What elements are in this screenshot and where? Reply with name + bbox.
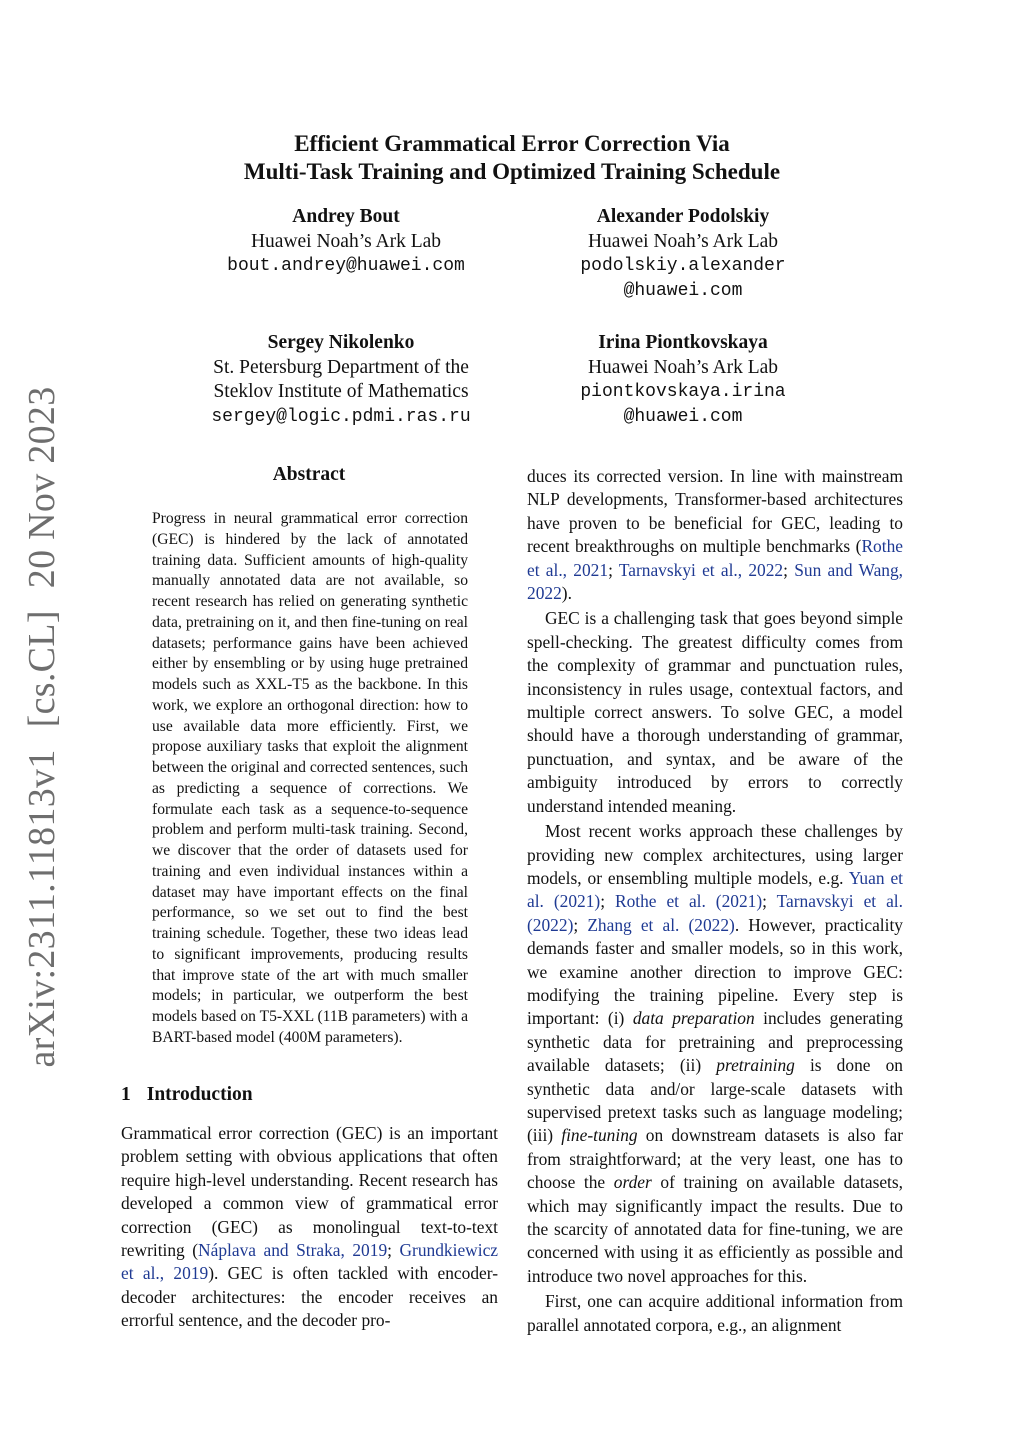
arxiv-date: 20 Nov 2023 bbox=[21, 386, 63, 589]
citation-link[interactable]: Rothe et al. (2021) bbox=[614, 891, 763, 912]
text-run: Most recent works approach these challenges by providing new complex architectures, using larger models, or ensembling multiple models, e.g. bbox=[527, 821, 903, 888]
text-run: is done on synthetic data and/or large-scale datasets with supervised pretext tasks such as language modeling; (iii) bbox=[527, 1055, 903, 1146]
title-line-1: Efficient Grammatical Error Correction Via bbox=[294, 131, 730, 156]
author-affiliation: Huawei Noah’s Ark Lab bbox=[587, 356, 779, 378]
text-run: duces its corrected version. In line with mainstream NLP developments, Transformer-based architectures have proven to be beneficial for GEC, leading to recent breakthroughs on multiple benchmarks ( bbox=[527, 466, 903, 557]
intro-paragraph-1-left bbox=[121, 1122, 498, 1333]
title-line-2: Multi-Task Training and Optimized Training Schedule bbox=[243, 159, 781, 184]
text-run: ). GEC is often tackled with encoder-decoder architectures: the encoder receives an errorful sentence, and the decoder pro- bbox=[121, 1263, 498, 1331]
citation-link[interactable]: Zhang et al. (2022) bbox=[587, 914, 735, 935]
author-block-2 bbox=[518, 205, 848, 303]
author-affiliation: Huawei Noah’s Ark Lab bbox=[587, 230, 779, 252]
intro-paragraph-2: GEC is a challenging task that goes beyond simple spell-checking. The greatest difficulty comes from the complexity of grammar and punctuation rules, inconsistency in rules usage, contextual factors, and multiple correct answers. To solve GEC, a model should have a thorough understanding of grammar, punctuation, and syntax, and be aware of the ambiguity introduced by errors to correctly understand intended meaning. bbox=[527, 608, 903, 816]
text-run: ; bbox=[762, 891, 777, 912]
intro-paragraph-3 bbox=[527, 820, 903, 1288]
author-name: Andrey Bout bbox=[292, 206, 400, 227]
text-run: Grammatical error correction (GEC) is an important problem setting with obvious applications that often require high-level understanding. Recent research has developed a common view of grammatical error correction (GEC) as monolingual text-to-text rewriting ( bbox=[121, 1123, 498, 1261]
text-run: ; bbox=[608, 559, 619, 580]
citation-link[interactable]: Tarnavskyi et al., 2022 bbox=[618, 559, 784, 580]
text-run: ; bbox=[783, 559, 795, 580]
author-name: Irina Piontkovskaya bbox=[598, 332, 768, 353]
intro-paragraph-4: First, one can acquire additional information from parallel annotated corpora, e.g., an alignment bbox=[527, 1291, 903, 1335]
arxiv-category: [cs.CL] bbox=[21, 610, 63, 728]
citation-link[interactable]: Tarnavskyi et al. (2022) bbox=[527, 891, 903, 935]
section-number: 1 bbox=[121, 1084, 131, 1105]
text-run: ). bbox=[561, 583, 572, 604]
author-email[interactable]: bout.andrey@huawei.com bbox=[227, 256, 465, 276]
intro-paragraph-1-right bbox=[527, 465, 903, 605]
arxiv-id: arXiv:2311.11813v1 bbox=[21, 749, 63, 1068]
emphasis: pretraining bbox=[716, 1055, 795, 1076]
citation-link[interactable]: Náplava and Straka, 2019 bbox=[198, 1240, 388, 1261]
text-run: includes generating synthetic data for pretraining and preprocessing available datasets; (ii) bbox=[527, 1008, 903, 1076]
author-email[interactable]: sergey@logic.pdmi.ras.ru bbox=[211, 406, 471, 427]
abstract-heading: Abstract bbox=[272, 464, 346, 485]
section-title: Introduction bbox=[146, 1084, 253, 1105]
abstract-text: Progress in neural grammatical error correction (GEC) is hindered by the lack of annotated training data. Sufficient amounts of high-quality manually annotated data are not available, so recent research has relied on generating synthetic data, pretraining on it, and then fine-tuning on real datasets; performance gains have been achieved either by ensembling or by using huge pretrained models such as XXL-T5 as the backbone. In this work, we explore an orthogonal direction: how to use available data more efficiently. First, we propose auxiliary tasks that exploit the alignment between the original and corrected sentences, such as predicting a sequence of corrections. We formulate each task as a sequence-to-sequence problem and perform multi-task training. Second, we discover that the order of datasets used for training and even individual instances within a dataset may have important effects on the final performance, so we set out to find the best training schedule. Together, these two ideas lead to significant improvements, producing results that improve state of the art with much smaller models; in particular, we outperform the best models based on T5-XXL (11B parameters) with a BART-based model (400M parameters). bbox=[152, 510, 468, 1046]
author-email[interactable]: piontkovskaya.irina bbox=[580, 382, 786, 402]
author-name: Alexander Podolskiy bbox=[596, 206, 770, 227]
author-affiliation: St. Petersburg Department of the bbox=[213, 356, 469, 378]
text-run: ; bbox=[387, 1240, 400, 1261]
citation-link[interactable]: Grundkiewicz et al., 2019 bbox=[121, 1240, 499, 1284]
author-name: Sergey Nikolenko bbox=[267, 332, 415, 353]
author-affiliation-2: Steklov Institute of Mathematics bbox=[213, 381, 469, 402]
citation-link[interactable]: Yuan et al. (2021) bbox=[527, 867, 904, 912]
citation-link[interactable]: Sun and Wang, 2022 bbox=[527, 559, 904, 604]
right-column bbox=[527, 465, 903, 1339]
citation-link[interactable]: Rothe et al., 2021 bbox=[527, 536, 903, 580]
arxiv-sidebar bbox=[20, 364, 64, 1067]
author-email-cont[interactable]: @huawei.com bbox=[623, 406, 743, 427]
paper-title bbox=[0, 130, 1024, 186]
text-run: of training on available datasets, which may significantly impact the results. Due to the scarcity of annotated data for fine-tuning, we are concerned with using it as efficiently as possible and introduce two novel approaches for this. bbox=[527, 1172, 903, 1286]
author-block-4 bbox=[518, 331, 848, 429]
author-affiliation: Huawei Noah’s Ark Lab bbox=[250, 230, 442, 252]
text-run: . However, practicality demands faster and smaller models, so in this work, we examine another direction to improve GEC: modifying the training pipeline. Every step is important: (i) bbox=[527, 914, 903, 1029]
author-email[interactable]: podolskiy.alexander bbox=[580, 256, 786, 276]
section-heading-introduction bbox=[121, 1084, 253, 1106]
author-email-cont[interactable]: @huawei.com bbox=[623, 280, 743, 301]
author-block-1 bbox=[181, 205, 511, 279]
emphasis: data preparation bbox=[632, 1008, 755, 1029]
text-run: ; bbox=[573, 914, 588, 935]
emphasis: fine-tuning bbox=[561, 1125, 638, 1146]
author-block-3 bbox=[176, 331, 506, 429]
emphasis: order bbox=[613, 1172, 652, 1193]
text-run: on downstream datasets is also far from straightforward; at the very least, one has to choose the bbox=[527, 1125, 903, 1193]
text-run: ; bbox=[600, 891, 615, 912]
